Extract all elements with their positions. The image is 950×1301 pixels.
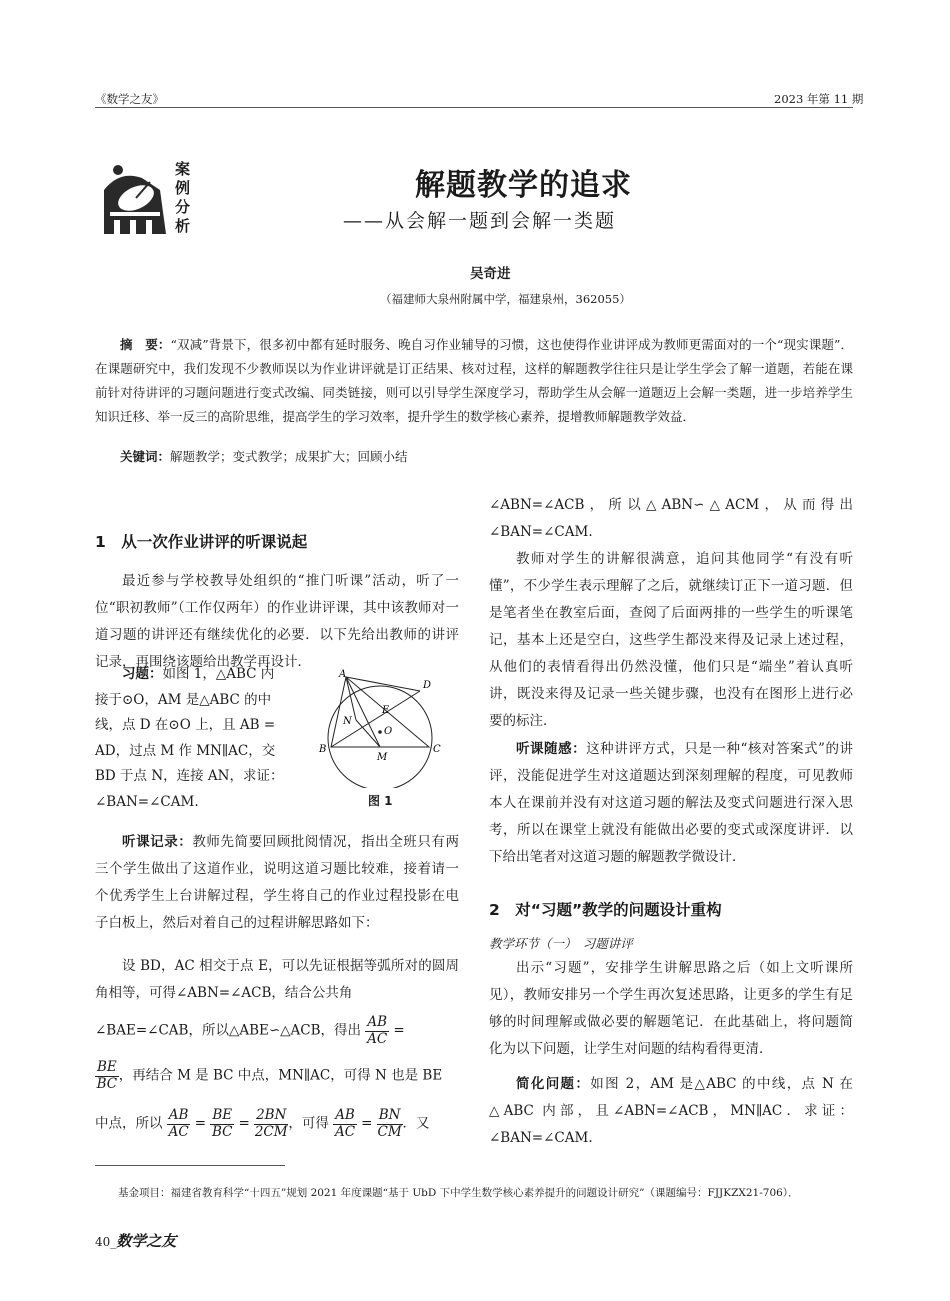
case-analysis-logo <box>100 160 172 242</box>
simplified-label: 简化问题： <box>516 1076 591 1092</box>
proof-line-c: 中点，所以 $\frac{AB}{AC}$ = $\frac{BE}{BC}$ = $\frac{2BN}{2CM}$ ，可得 $\frac{AB}{AC}$ = $\frac{BN}{CM}$ ．又 <box>95 1107 430 1140</box>
section-2-heading: 2 对“习题”教学的问题设计重构 <box>489 901 722 919</box>
right-para-5: 简化问题：如图 2，AM 是△ABC 的中线，点 N 在△ABC 内部，且∠ABN=∠ACB，MN∥AC．求证：∠BAN=∠CAM. <box>489 1076 854 1146</box>
reflection-label: 听课随感： <box>516 741 587 757</box>
article-title: 解题教学的追求 <box>415 168 632 203</box>
page-footer: 40_数学之友 <box>95 1232 177 1250</box>
figure-1-caption: 图 1 <box>368 794 393 808</box>
left-para-3: 设 BD，AC 相交于点 E，可以先证根据等弧所对的圆周角相等，可得∠ABN=∠ACB，结合公共角 <box>95 958 459 1001</box>
fig-label-C: C <box>433 744 441 755</box>
right-para-2: 教师对学生的讲解很满意，追问其他同学“有没有听懂”，不少学生表示理解了之后，就继续订正下一道习题．但是笔者坐在教室后面，查阅了后面两排的一些学生的听课笔记，基本上还是空白，这些学生都没来得及记录上述过程，从他们的表情看得出仍然没懂，他们只是“端坐”着认真听讲，既没来得及记录一些关键步骤，也没有在图形上进行必要的标注． <box>489 551 853 729</box>
running-header-journal: 《数学之友》 <box>95 92 164 106</box>
abstract <box>95 333 853 429</box>
footnote-rule <box>95 1165 285 1166</box>
figure-1 <box>316 668 446 808</box>
record-label: 听课记录： <box>122 834 193 850</box>
section-1-heading: 1 从一次作业讲评的听课说起 <box>95 533 308 551</box>
funding-note: 基金项目：福建省教育科学“十四五”规划 2021 年度课题“基于 UbD 下中学生数学核心素养提升的问题设计研究”（课题编号：FJJKZX21-706）． <box>118 1187 799 1199</box>
journal-script-name: 数学之友 <box>116 1232 177 1250</box>
fig-label-A: A <box>339 669 347 680</box>
fig-label-B: B <box>319 744 327 755</box>
fig-label-E: E <box>382 705 390 716</box>
exercise-block: 习题：如图 1，△ABC 内 接于⊙O，AM 是△ABC 的中 线，点 D 在⊙O 上，且 AB = AD，过点 M 作 MN∥AC，交 BD 于点 N，连接 AN，求证： ∠BAN=∠CAM. <box>95 666 284 810</box>
proof-line-b: $\frac{BE}{BC}$ ，再结合 M 是 BC 中点，MN∥AC，可得 N 也是 BE <box>96 1059 443 1092</box>
right-para-3: 听课随感：这种讲评方式，只是一种“核对答案式”的讲评，没能促进学生对这道题达到深刻理解的程度，可见教师本人在课前并没有对这道习题的解法及变式问题进行深入思考，所以在课堂上就没有能做出必要的变式或深度讲评．以下给出笔者对这道习题的解题教学微设计． <box>489 741 854 865</box>
abstract-label: 摘 要： <box>120 337 171 352</box>
fig-label-O: O <box>384 726 393 737</box>
exercise-label: 习题： <box>122 666 163 682</box>
teaching-step-1: 教学环节（一） 习题讲评 <box>489 936 633 951</box>
abstract-text: “双减”背景下，很多初中都有延时服务、晚自习作业辅导的习惯，这也使得作业讲评成为教师更需面对的一个“现实课题”．在课题研究中，我们发现不少教师误以为作业讲评就是订正结果、核对过程，这样的解题教学往往只是让学生学会了解一道题，若能在课前针对待讲评的习题问题进行变式改编、同类链接，则可以引导学生深度学习，帮助学生从会解一道题迈上会解一类题，进一步培养学生知识迁移、举一反三的高阶思维，提高学生的学习效率，提升学生的数学核心素养，提增教师解题教学效益． <box>95 337 853 424</box>
right-para-1: ∠ABN=∠ACB，所以△ABN∽△ACM，从而得出∠BAN=∠CAM. <box>489 497 853 540</box>
keywords-label: 关键词： <box>120 449 171 464</box>
keywords-text: 解题教学；变式教学；成果扩大；回顾小结 <box>170 449 408 464</box>
lecture-record: 听课记录：教师先简要回顾批阅情况，指出全班只有两三个学生做出了这道作业，说明这道习题比较难，接着请一个优秀学生上台讲解过程，学生将自己的作业过程投影在电子白板上，然后对着自己的过程讲解思路如下： <box>95 834 460 931</box>
keywords <box>120 447 408 465</box>
right-para-4: 出示“习题”，安排学生讲解思路之后（如上文听课所见），教师安排另一个学生再次复述思路，让更多的学生有足够的时间理解或做必要的解题笔记．在此基础上，将问题简化为以下问题，让学生对问题的结构看得更清． <box>489 960 853 1057</box>
proof-line-a: ∠BAE=∠CAB，所以△ABE∽△ACB，得出 $\frac{AB}{AC}$ = <box>95 1014 405 1047</box>
fig-label-N: N <box>343 716 352 727</box>
page-number: 40 <box>95 1235 111 1249</box>
left-para-1: 最近参与学校教导处组织的“推门听课”活动，听了一位“职初教师”（工作仅两年）的作业讲评课，其中该教师对一道习题的讲评还有继续优化的必要．以下先给出教师的讲评记录，再围绕该题给出教学再设计． <box>95 573 459 670</box>
article-subtitle: ——从会解一题到会解一类题 <box>343 210 617 232</box>
author-affiliation: （福建师大泉州附属中学，福建泉州，362055） <box>380 292 631 306</box>
case-analysis-label: 案 例 分 析 <box>175 160 191 235</box>
fig-label-M: M <box>377 752 388 763</box>
running-header-issue: 2023 年第 11 期 <box>774 92 864 106</box>
header-rule <box>95 107 853 108</box>
fig-label-D: D <box>423 680 432 691</box>
author-name: 吴奇进 <box>470 266 511 282</box>
